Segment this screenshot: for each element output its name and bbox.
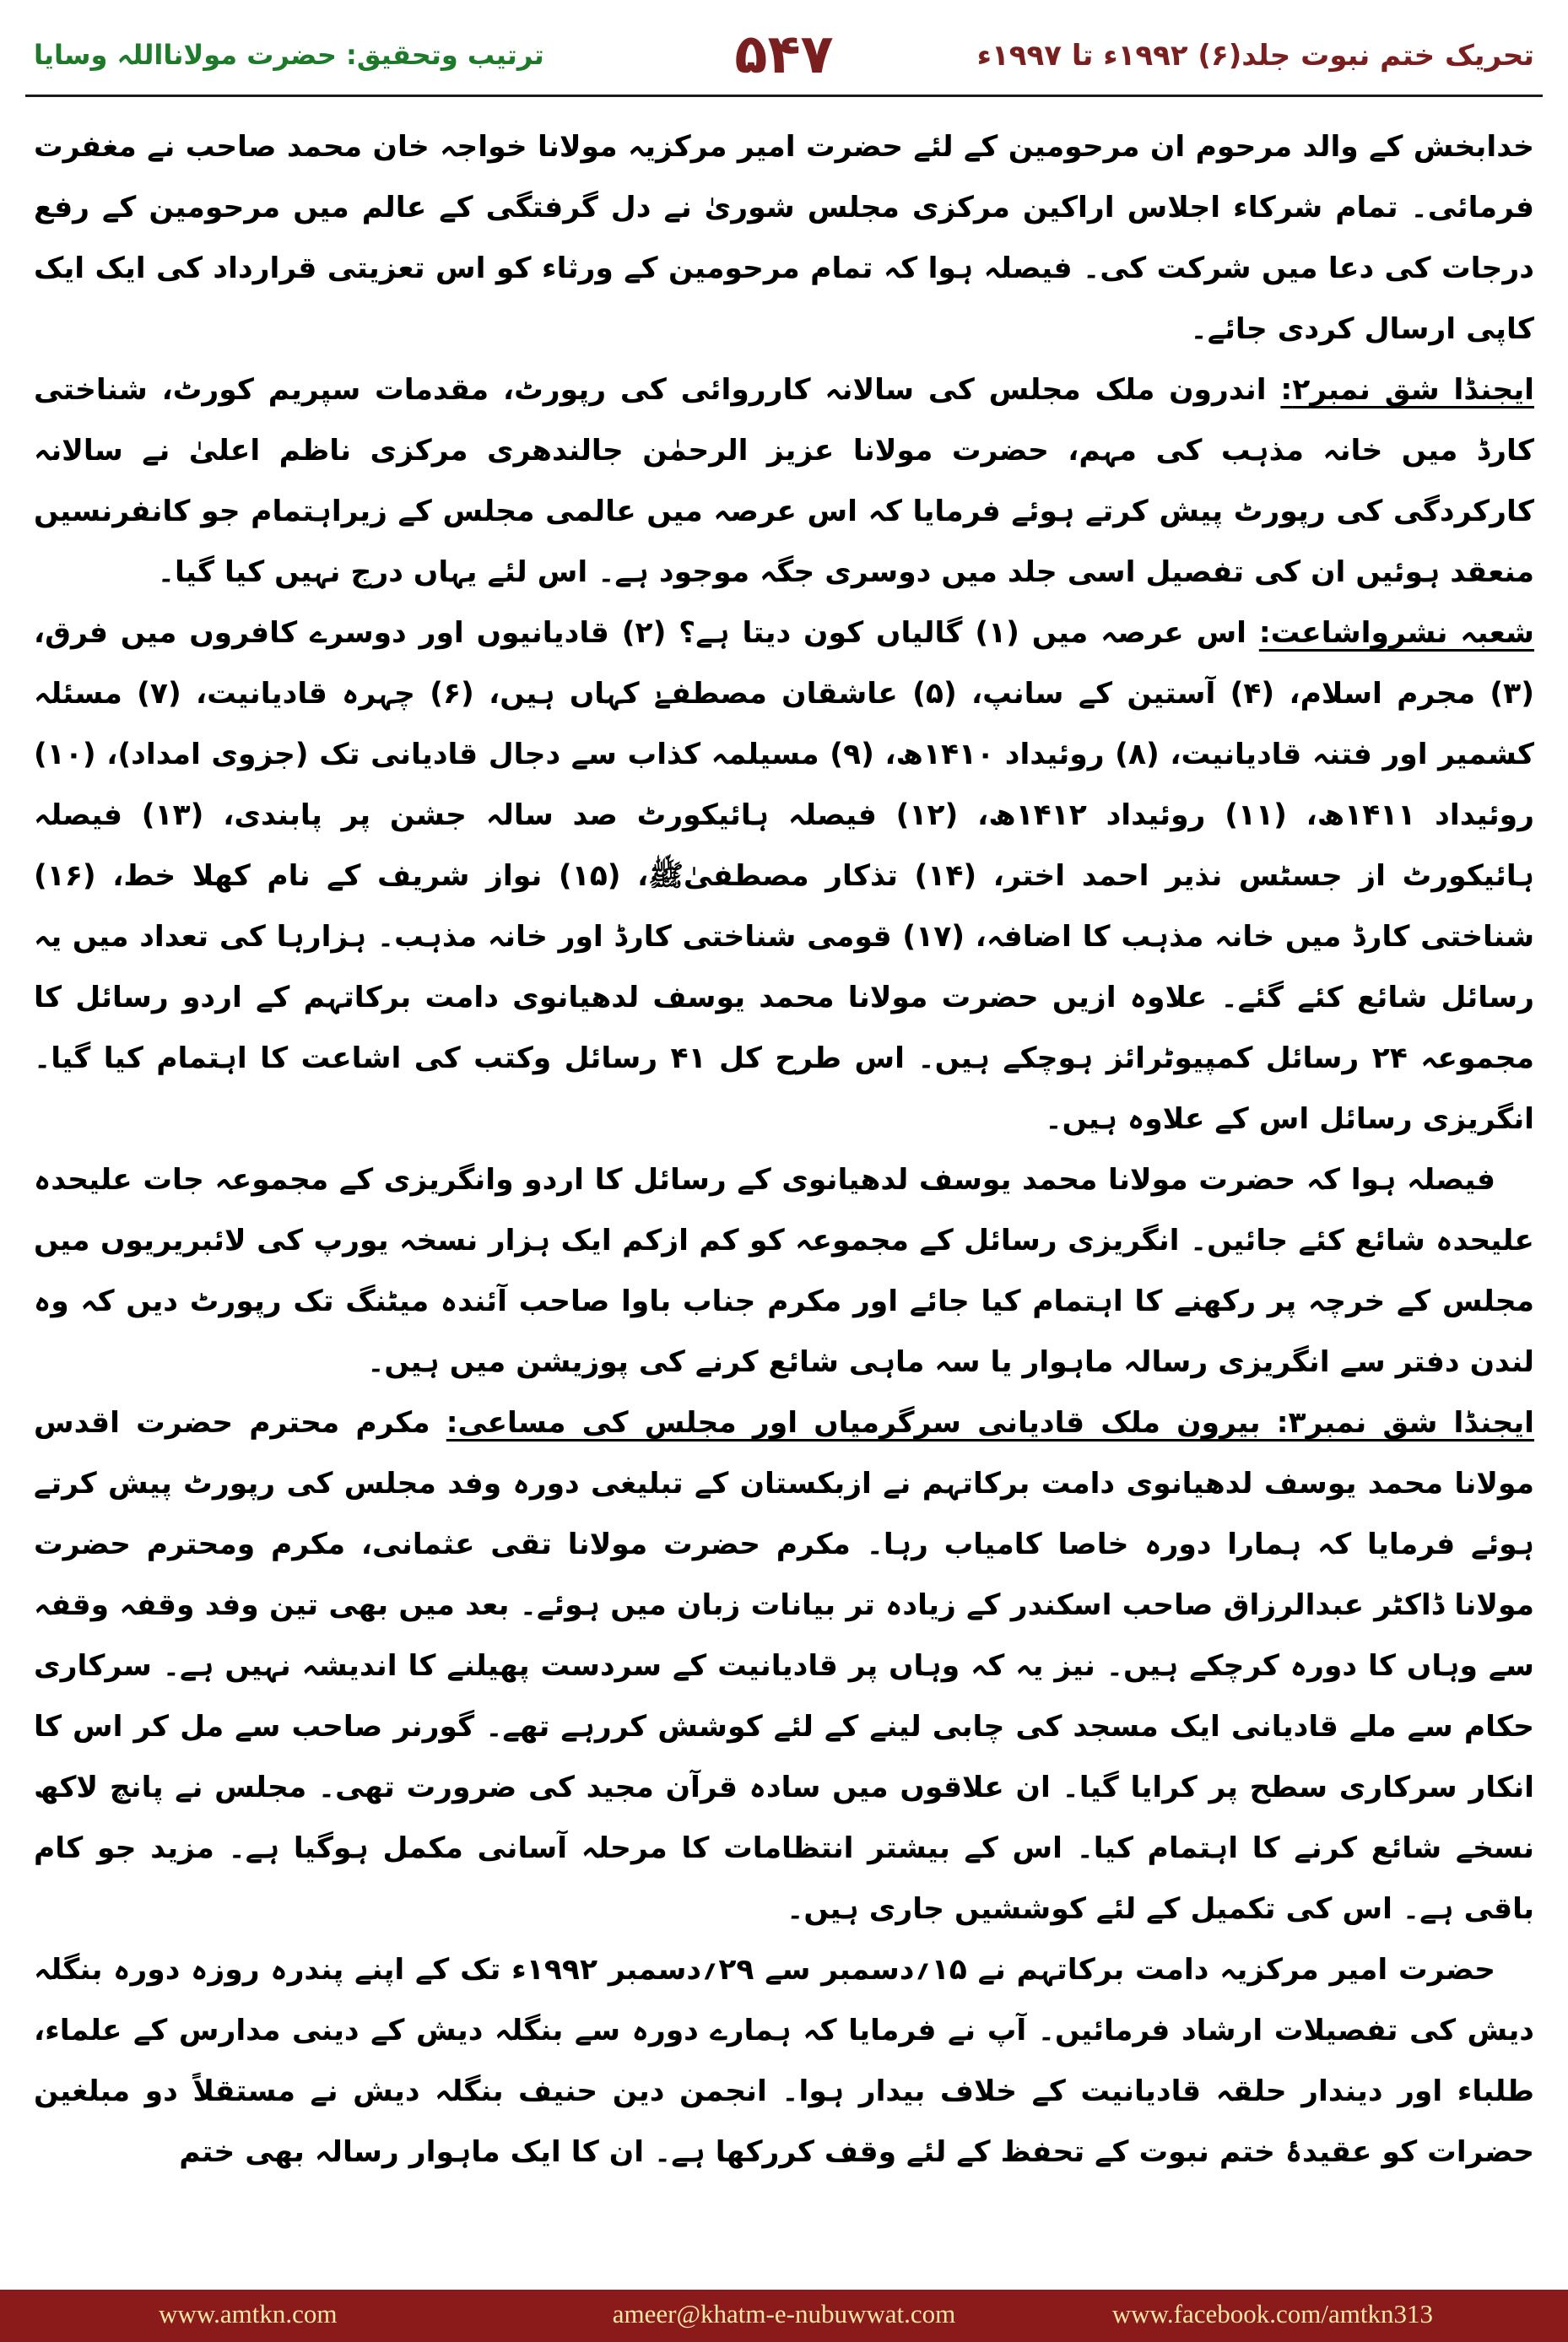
- page-body: [34, 116, 1534, 2182]
- page-footer: [0, 2290, 1568, 2342]
- paragraph-decision: فیصلہ ہوا کہ حضرت مولانا محمد یوسف لدھیانوی کے رسائل کا اردو وانگریزی کے مجموعہ جات علیحدہ علیحدہ شائع کئے جائیں۔ انگریزی رسائل کے مجموعہ کو کم ازکم ایک ہزار نسخہ یورپ کی لائبریریوں میں مجلس کے خرچہ پر رکھنے کا اہتمام کیا جائے اور مکرم جناب باوا صاحب آئندہ میٹنگ تک رپورٹ دیں کہ وہ لندن دفتر سے انگریزی رسالہ ماہوار یا سہ ماہی شائع کرنے کی پوزیشن میں ہیں۔: [34, 1163, 1534, 1379]
- paragraph-publications: [34, 603, 1534, 1149]
- paragraph-condolence: خدابخش کے والد مرحوم ان مرحومین کے لئے حضرت امیر مرکزیہ مولانا خواجہ خان محمد صاحب نے مغفرت فرمائی۔ تمام شرکاء اجلاس اراکین مرکزی مجلس شوریٰ نے دل گرفتگی کے عالم میں مرحومین کے رفع درجات کی دعا میں شرکت کی۔ فیصلہ ہوا کہ تمام مرحومین کے ورثاء کو اس تعزیتی قرارداد کی ایک ایک کاپی ارسال کردی جائے۔: [34, 130, 1534, 346]
- agenda-2-text: اندرون ملک مجلس کی سالانہ کارروائی کی رپورٹ، مقدمات سپریم کورٹ، شناختی کارڈ میں خانہ مذہب کی مہم، حضرت مولانا عزیز الرحمٰن جالندھری مرکزی ناظم اعلیٰ نے سالانہ کارکردگی کی رپورٹ پیش کرتے ہوئے فرمایا کہ اس عرصہ میں عالمی مجلس کے زیراہتمام جو کانفرنسیں منعقد ہوئیں ان کی تفصیل اسی جلد میں دوسری جگہ موجود ہے۔ اس لئے یہاں درج نہیں کیا گیا۔: [34, 373, 1534, 589]
- footer-facebook-link[interactable]: www.facebook.com/amtkn313: [1111, 2299, 1433, 2328]
- header-divider: [25, 95, 1543, 97]
- agenda-2-heading: ایجنڈا شق نمبر۲:: [1280, 373, 1535, 407]
- compiler-credit: ترتیب وتحقیق: حضرت مولانااللہ وسایا: [34, 39, 544, 71]
- page-number: ۵۴۷: [734, 24, 834, 86]
- series-title: تحریک ختم نبوت جلد(۶) ۱۹۹۲ء تا ۱۹۹۷ء: [976, 39, 1534, 73]
- agenda-3-heading: ایجنڈا شق نمبر۳: بیرون ملک قادیانی سرگرمیاں اور مجلس کی مساعی:: [446, 1406, 1535, 1440]
- agenda-3-text: مکرم محترم حضرت اقدس مولانا محمد یوسف لدھیانوی دامت برکاتہم نے ازبکستان کے تبلیغی دورہ وفد مجلس کی رپورٹ پیش کرتے ہوئے فرمایا کہ ہمارا دورہ خاصا کامیاب رہا۔ مکرم حضرت مولانا تقی عثمانی، مکرم ومحترم حضرت مولانا ڈاکٹر عبدالرزاق صاحب اسکندر کے زیادہ تر بیانات زبان میں ہوئے۔ بعد میں بھی تین وفد وقفہ وقفہ سے وہاں کا دورہ کرچکے ہیں۔ نیز یہ کہ وہاں پر قادیانیت کے سردست پھیلنے کا اندیشہ نہیں ہے۔ سرکاری حکام سے ملے قادیانی ایک مسجد کی چابی لینے کے لئے کوشش کررہے تھے۔ گورنر صاحب سے مل کر اس کا انکار سرکاری سطح پر کرایا گیا۔ ان علاقوں میں سادہ قرآن مجید کی ضرورت تھی۔ مجلس نے پانچ لاکھ نسخے شائع کرنے کا اہتمام کیا۔ اس کے بیشتر انتظامات کا مرحلہ آسانی مکمل ہوگیا ہے۔ مزید جو کام باقی ہے۔ اس کی تکمیل کے لئے کوششیں جاری ہیں۔: [34, 1406, 1534, 1926]
- paragraph-agenda-3: [34, 1393, 1534, 1939]
- footer-website-link[interactable]: www.amtkn.com: [159, 2299, 338, 2328]
- publications-text: اس عرصہ میں (۱) گالیاں کون دیتا ہے؟ (۲) قادیانیوں اور دوسرے کافروں میں فرق، (۳) مجرم اسلام، (۴) آستین کے سانپ، (۵) عاشقان مصطفےٰ کہاں ہیں، (۶) چہرہ قادیانیت، (۷) مسئلہ کشمیر اور فتنہ قادیانیت، (۸) روئیداد ۱۴۱۰ھ، (۹) مسیلمہ کذاب سے دجال قادیانی تک (جزوی امداد)، (۱۰) روئیداد ۱۴۱۱ھ، (۱۱) روئیداد ۱۴۱۲ھ، (۱۲) فیصلہ ہائیکورٹ صد سالہ جشن پر پابندی، (۱۳) فیصلہ ہائیکورٹ از جسٹس نذیر احمد اختر، (۱۴) تذکار مصطفیٰﷺ، (۱۵) نواز شریف کے نام کھلا خط، (۱۶) شناختی کارڈ میں خانہ مذہب کا اضافہ، (۱۷) قومی شناختی کارڈ اور خانہ مذہب۔ ہزارہا کی تعداد میں یہ رسائل شائع کئے گئے۔ علاوہ ازیں حضرت مولانا محمد یوسف لدھیانوی دامت برکاتہم کے اردو رسائل کا مجموعہ ۲۴ رسائل کمپیوٹرائز ہوچکے ہیں۔ اس طرح کل ۴۱ رسائل وکتب کی اشاعت کا اہتمام کیا گیا۔ انگریزی رسائل اس کے علاوہ ہیں۔: [34, 616, 1535, 1136]
- publications-heading: شعبہ نشرواشاعت:: [1258, 616, 1534, 650]
- paragraph-bangladesh: حضرت امیر مرکزیہ دامت برکاتہم نے ۱۵؍دسمبر سے ۲۹؍دسمبر ۱۹۹۲ء تک کے اپنے پندرہ روزہ دورہ بنگلہ دیش کی تفصیلات ارشاد فرمائیں۔ آپ نے فرمایا کہ ہمارے دورہ سے بنگلہ دیش کے دینی مدارس کے علماء، طلباء اور دیندار حلقہ قادیانیت کے خلاف بیدار ہوا۔ انجمن دین حنیف بنگلہ دیش نے مستقلاً دو مبلغین حضرات کو عقیدۂ ختم نبوت کے تحفظ کے لئے وقف کررکھا ہے۔ ان کا ایک ماہوار رسالہ بھی ختم: [34, 1953, 1534, 2169]
- paragraph-agenda-2: [34, 360, 1534, 603]
- footer-email-link[interactable]: ameer@khatm-e-nubuwwat.com: [612, 2299, 956, 2328]
